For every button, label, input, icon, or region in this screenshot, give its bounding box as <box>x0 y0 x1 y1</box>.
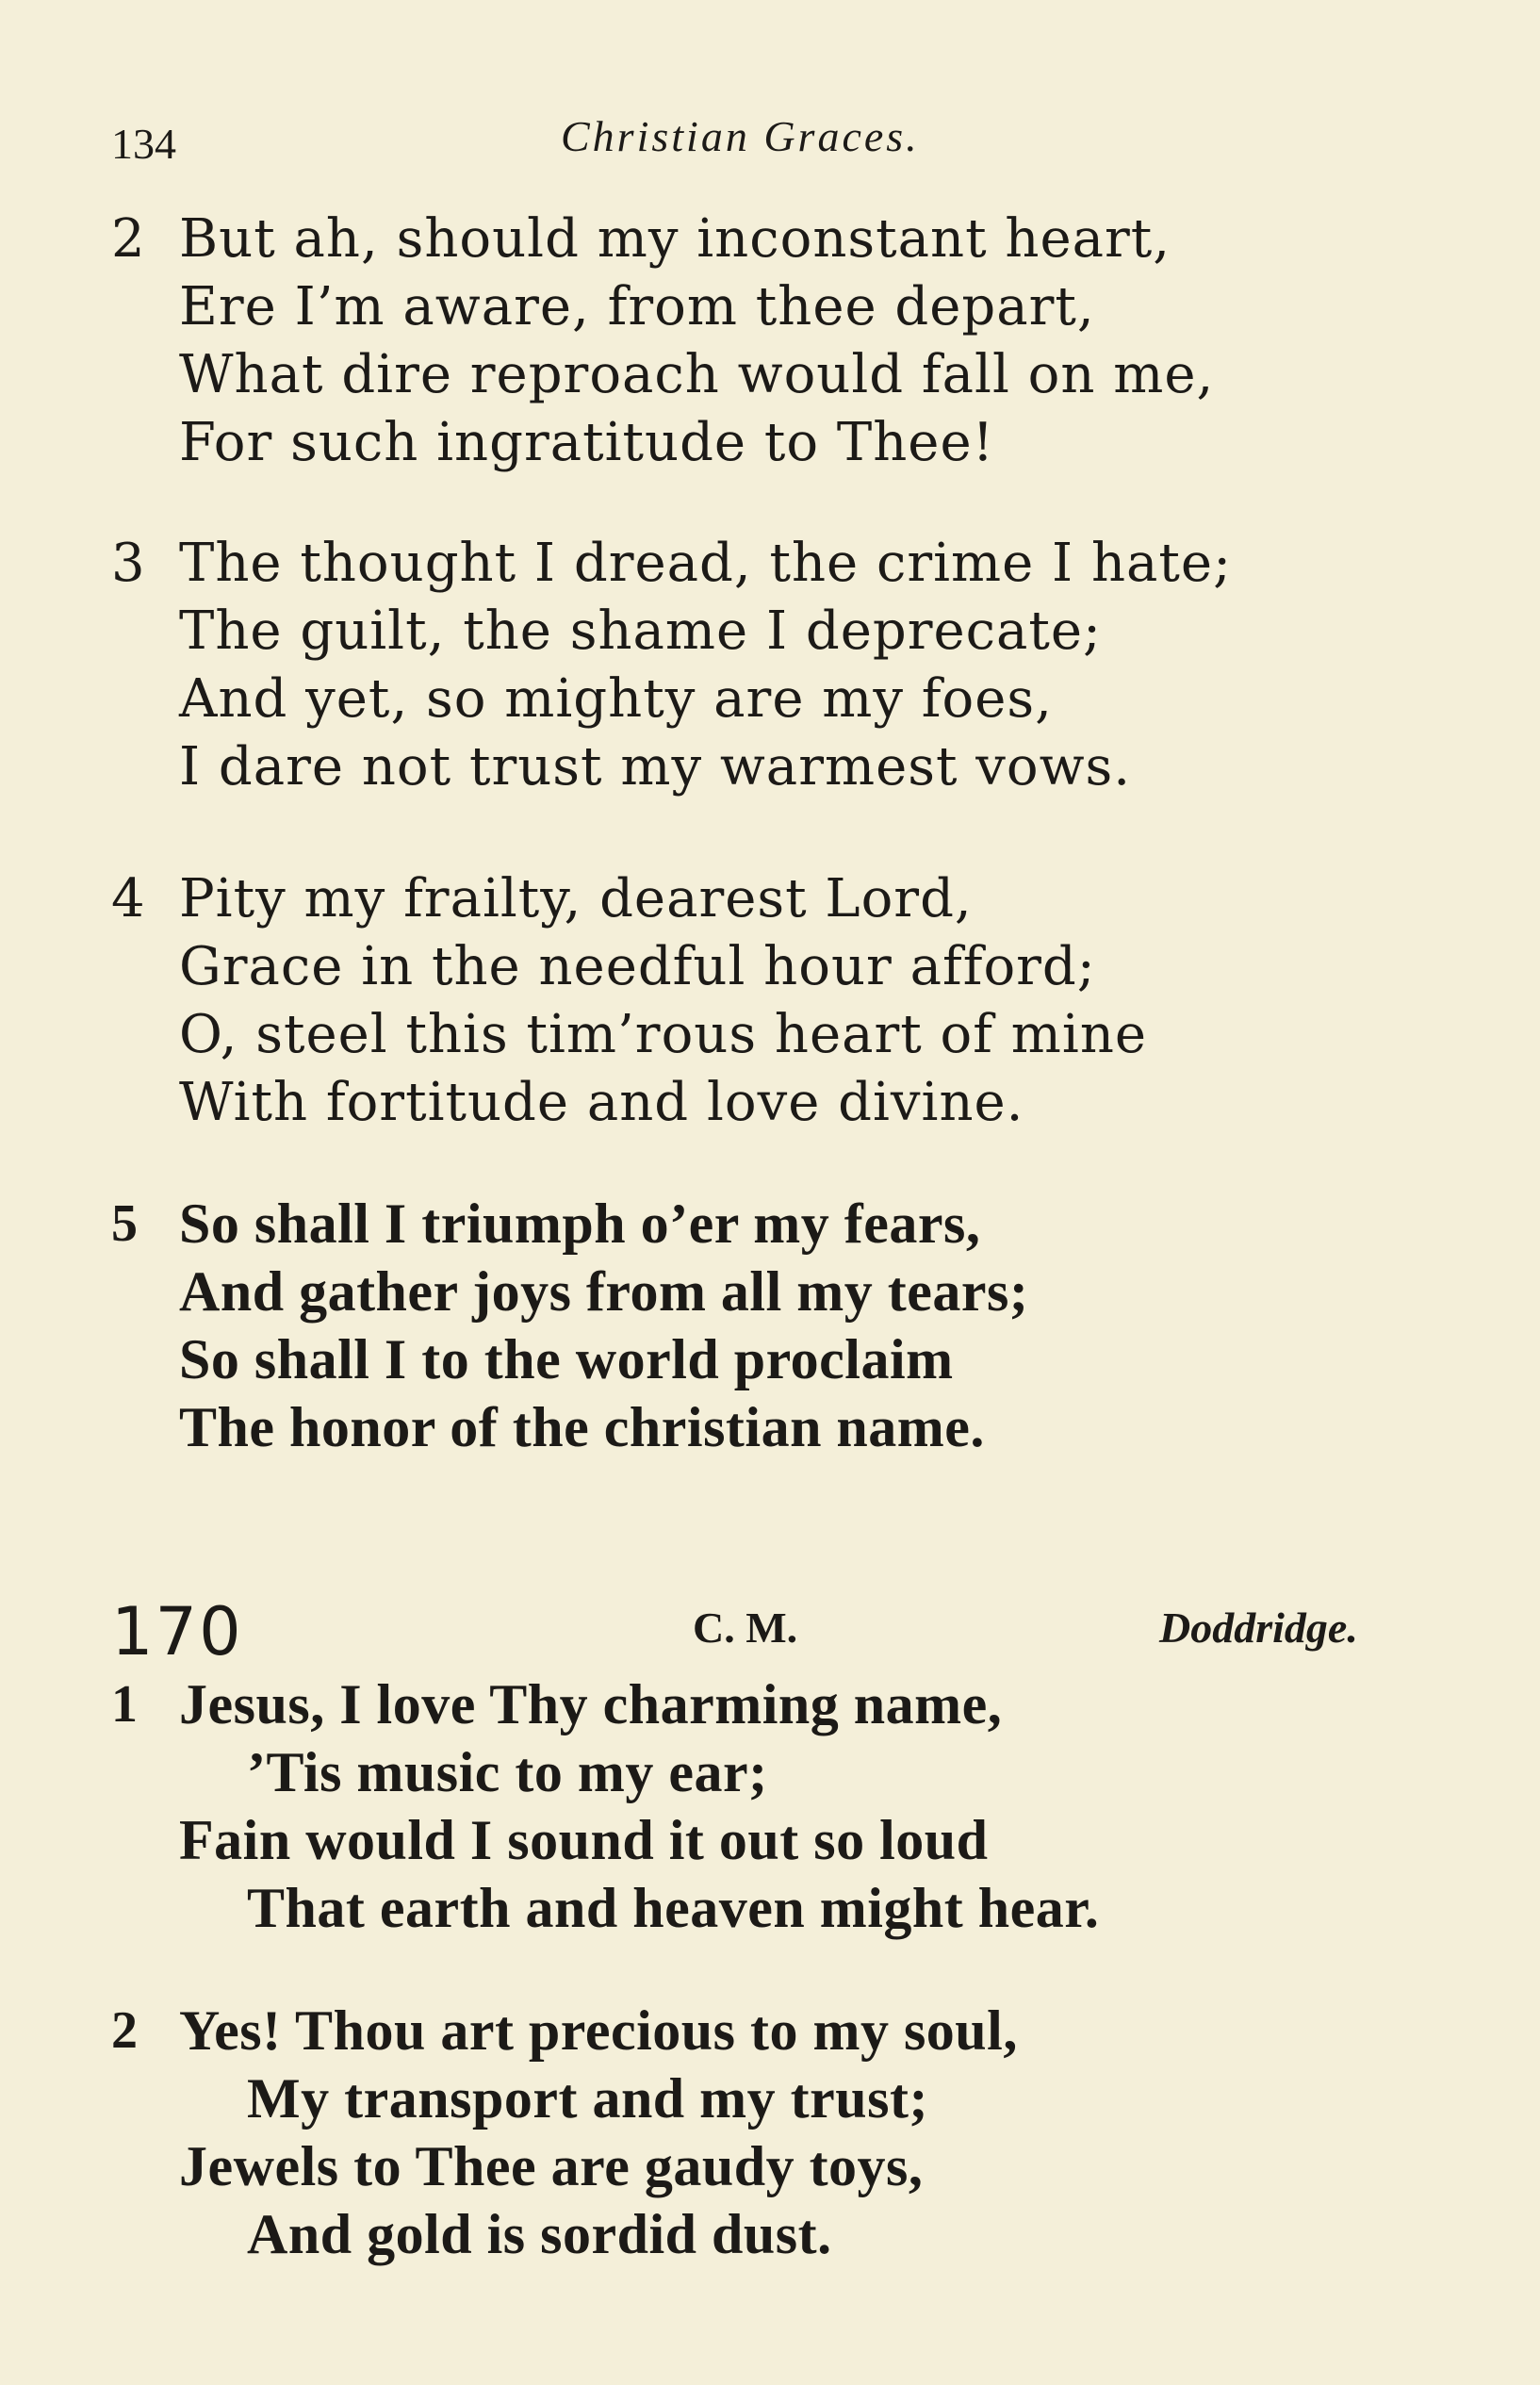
verse-line: And gather joys from all my tears; <box>179 1260 1029 1323</box>
page-number: 134 <box>111 120 176 168</box>
stanza-number: 4 <box>111 868 145 929</box>
verse-line: But ah, should my inconstant heart, <box>179 208 1171 270</box>
verse-line: Yes! Thou art precious to my soul, <box>179 1999 1018 2062</box>
verse-line: Fain would I sound it out so loud <box>179 1809 989 1871</box>
verse-line: O, steel this tim’rous heart of mine <box>179 1004 1148 1065</box>
verse-line: The guilt, the shame I deprecate; <box>179 600 1102 662</box>
hymn-meter: C. M. <box>693 1604 798 1652</box>
stanza-number: 5 <box>111 1194 139 1253</box>
stanza-number: 3 <box>111 533 145 594</box>
stanza-number: 2 <box>111 2001 139 2060</box>
verse-line: I dare not trust my warmest vows. <box>179 736 1132 798</box>
verse-line: And yet, so mighty are my foes, <box>179 668 1053 730</box>
stanza-number: 1 <box>111 1675 139 1734</box>
verse-line: Grace in the needful hour afford; <box>179 936 1096 997</box>
verse-line: Ere I’m aware, from thee depart, <box>179 276 1095 337</box>
page-header <box>0 111 1540 177</box>
verse-line: Jesus, I love Thy charming name, <box>179 1673 1003 1735</box>
verse-line-indented: My transport and my trust; <box>247 2067 928 2130</box>
verse-line: What dire reproach would fall on me, <box>179 344 1215 405</box>
verse-line: So shall I triumph o’er my fears, <box>179 1192 981 1255</box>
hymn-number: 170 <box>111 1593 243 1670</box>
stanza-number: 2 <box>111 208 145 270</box>
verse-line: Jewels to Thee are gaudy toys, <box>179 2135 924 2197</box>
verse-line: So shall I to the world proclaim <box>179 1328 954 1390</box>
verse-line-indented: ’Tis music to my ear; <box>247 1741 768 1803</box>
verse-line-indented: And gold is sordid dust. <box>247 2203 832 2265</box>
verse-line: For such ingratitude to Thee! <box>179 412 995 473</box>
verse-line: The honor of the christian name. <box>179 1396 985 1458</box>
verse-line: Pity my frailty, dearest Lord, <box>179 868 973 929</box>
hymn-header <box>0 1593 1540 1678</box>
verse-line: With fortitude and love divine. <box>179 1072 1024 1133</box>
verse-line: The thought I dread, the crime I hate; <box>179 533 1232 594</box>
running-title: Christian Graces. <box>561 112 920 160</box>
verse-line-indented: That earth and heaven might hear. <box>247 1877 1100 1939</box>
hymn-author: Doddridge. <box>1159 1604 1358 1652</box>
